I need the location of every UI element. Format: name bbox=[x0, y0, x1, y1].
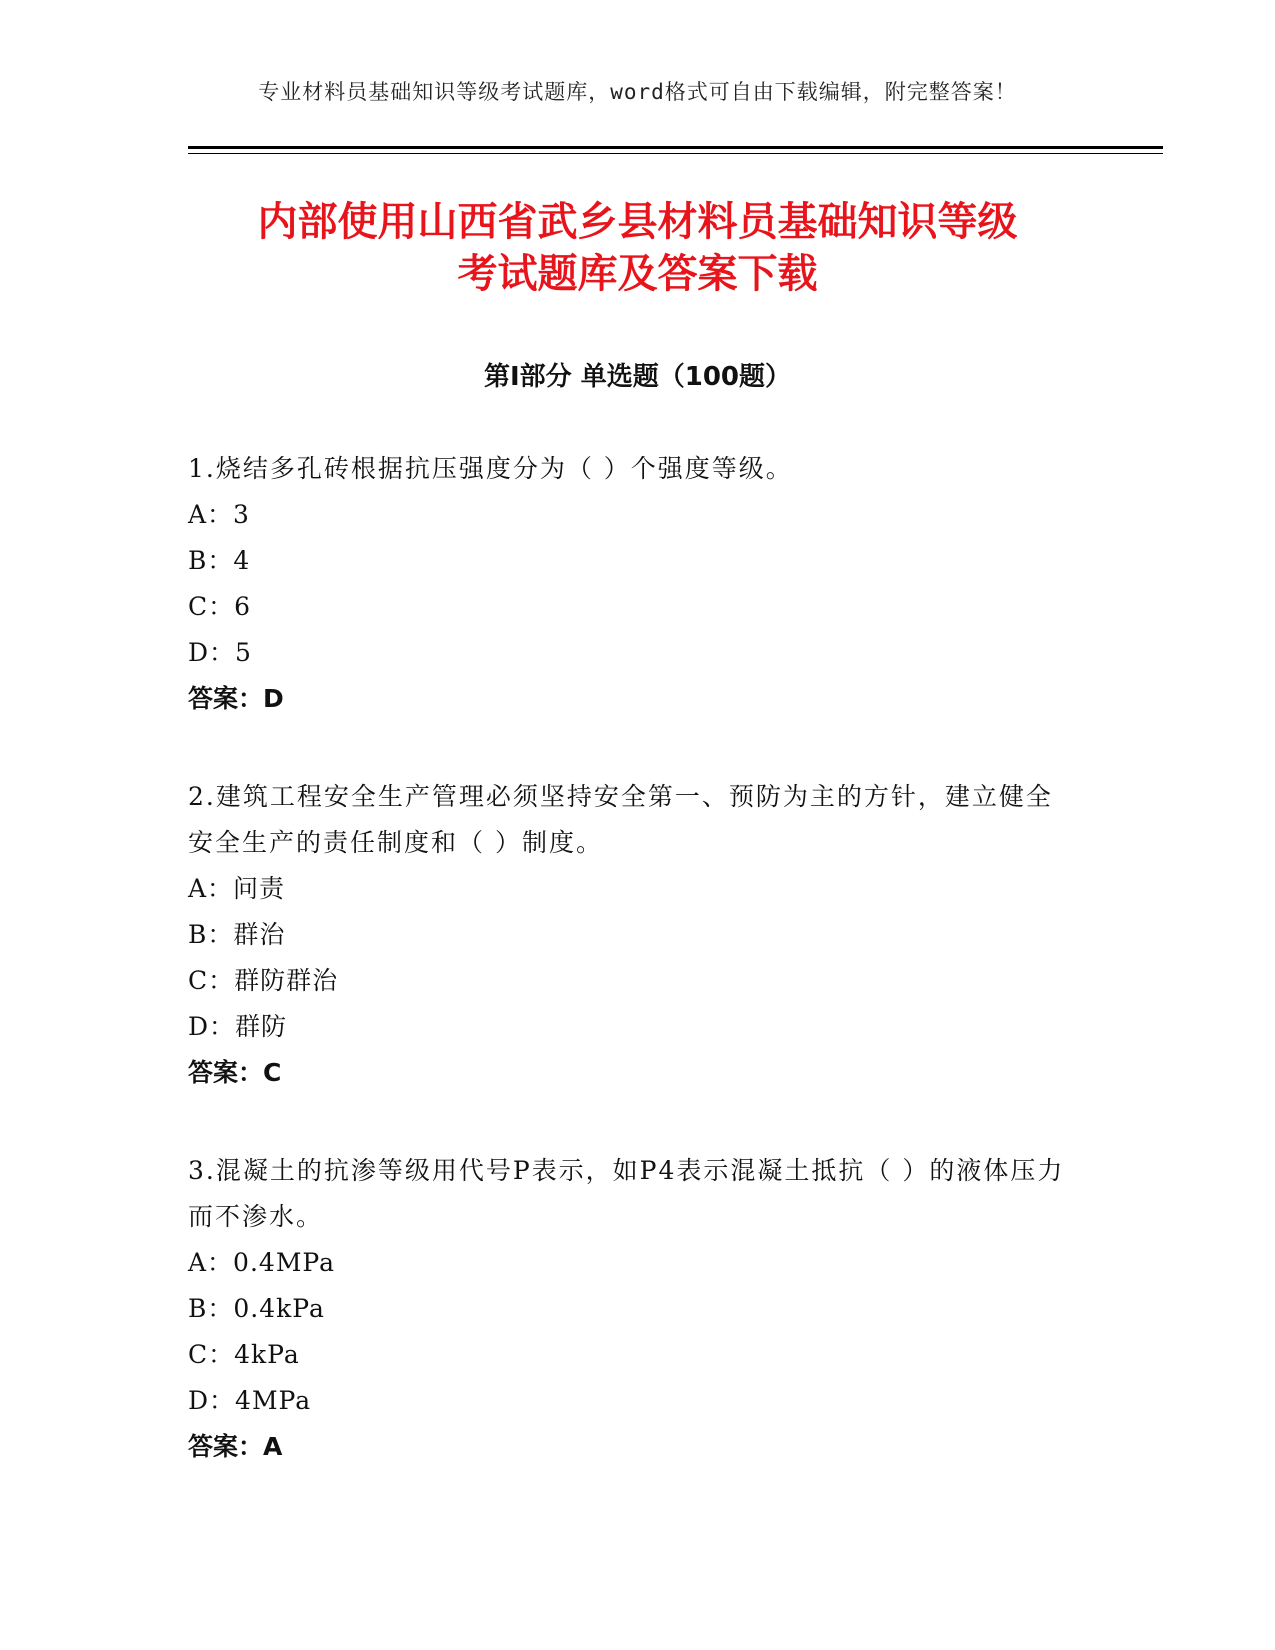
option-c: C：4kPa bbox=[188, 1340, 300, 1369]
answer: 答案：D bbox=[188, 684, 284, 713]
document-title-line-1: 内部使用山西省武乡县材料员基础知识等级 bbox=[257, 199, 1018, 245]
option-a: A：0.4MPa bbox=[188, 1248, 336, 1277]
question-1 bbox=[188, 446, 1068, 722]
question-stem: 2.建筑工程安全生产管理必须坚持安全第一、预防为主的方针，建立健全安全生产的责任制度和（ ）制度。 bbox=[188, 782, 1053, 857]
option-b: B：0.4kPa bbox=[188, 1294, 325, 1323]
option-d: D：4MPa bbox=[188, 1386, 312, 1415]
question-3 bbox=[188, 1148, 1068, 1470]
header-rule-thick bbox=[188, 146, 1163, 149]
option-a: A：问责 bbox=[188, 874, 286, 903]
question-list bbox=[188, 446, 1068, 1522]
option-a: A：3 bbox=[188, 500, 250, 529]
answer: 答案：A bbox=[188, 1432, 283, 1461]
question-stem: 1.烧结多孔砖根据抗压强度分为（ ）个强度等级。 bbox=[188, 454, 793, 483]
answer: 答案：C bbox=[188, 1058, 282, 1087]
section-heading: 第Ⅰ部分 单选题（100题） bbox=[484, 362, 791, 392]
option-b: B：群治 bbox=[188, 920, 286, 949]
header-rule-thin bbox=[188, 153, 1163, 154]
question-2 bbox=[188, 774, 1068, 1096]
header-note: 专业材料员基础知识等级考试题库，word格式可自由下载编辑，附完整答案！ bbox=[258, 80, 1017, 104]
document-title bbox=[0, 196, 1275, 300]
document-title-line-2: 考试题库及答案下载 bbox=[457, 251, 818, 297]
option-c: C：群防群治 bbox=[188, 966, 339, 995]
option-b: B：4 bbox=[188, 546, 251, 575]
option-d: D：群防 bbox=[188, 1012, 288, 1041]
option-d: D：5 bbox=[188, 638, 252, 667]
option-c: C：6 bbox=[188, 592, 252, 621]
question-stem: 3.混凝土的抗渗等级用代号P表示，如P4表示混凝土抵抗（ ）的液体压力而不渗水。 bbox=[188, 1156, 1065, 1231]
